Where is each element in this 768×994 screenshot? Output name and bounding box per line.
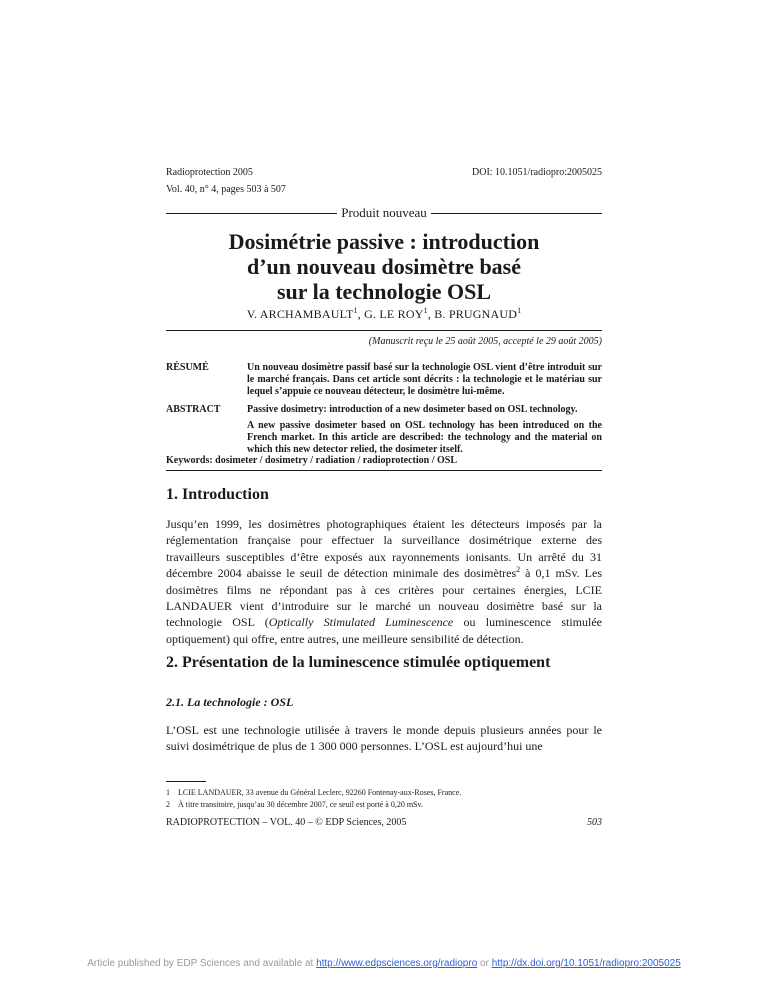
volume-pages: Vol. 40, n° 4, pages 503 à 507 bbox=[166, 184, 286, 195]
author-2: , G. LE ROY bbox=[357, 307, 424, 321]
section-rule-right bbox=[431, 213, 602, 214]
footnote-rule bbox=[166, 781, 206, 782]
doi-label: DOI: 10.1051/radiopro:2005025 bbox=[472, 167, 602, 178]
article-title bbox=[166, 229, 602, 304]
footnote-2-number: 2 bbox=[166, 800, 170, 809]
author-list bbox=[166, 304, 602, 321]
section-heading-presentation: 2. Présentation de la luminescence stimulée optiquement bbox=[166, 654, 551, 671]
page-number: 503 bbox=[587, 817, 602, 828]
author-1: V. ARCHAMBAULT bbox=[246, 307, 354, 321]
footnote-ref-2: 2 bbox=[516, 565, 521, 575]
journal-name: Radioprotection 2005 bbox=[166, 167, 253, 178]
author-2-affiliation: 1 bbox=[423, 306, 428, 315]
resume-label: RÉSUMÉ bbox=[166, 362, 209, 373]
publisher-prefix: Article published by EDP Sciences and available at bbox=[87, 958, 317, 969]
footnote-2-text: À titre transitoire, jusqu’au 30 décembre 2007, ce seuil est porté à 0,20 mSv. bbox=[178, 800, 423, 809]
page-footer: RADIOPROTECTION – VOL. 40 – © EDP Sciences, 2005 bbox=[166, 817, 407, 828]
author-1-affiliation: 1 bbox=[353, 306, 358, 315]
title-line-3: sur la technologie OSL bbox=[276, 279, 492, 304]
title-line-1: Dosimétrie passive : introduction bbox=[228, 229, 540, 254]
resume-text: Un nouveau dosimètre passif basé sur la technologie OSL vient d’être introduit sur le marché français. Dans cet article sont décrits : la technologie et le matériau sur lequel s’appuie ce nouveau détecteur, le dosimètre lui-même. bbox=[247, 362, 602, 397]
divider-top bbox=[166, 330, 602, 331]
author-3-affiliation: 1 bbox=[517, 306, 522, 315]
section-rule-left bbox=[166, 213, 337, 214]
footnote-1-text: LCIE LANDAUER, 33 avenue du Général Leclerc, 92260 Fontenay-aux-Roses, France. bbox=[178, 788, 462, 797]
article-page bbox=[166, 0, 602, 994]
received-dates: (Manuscrit reçu le 25 août 2005, accepté le 29 août 2005) bbox=[368, 336, 602, 347]
keywords: Keywords: dosimeter / dosimetry / radiation / radioprotection / OSL bbox=[166, 455, 458, 466]
abstract-label: ABSTRACT bbox=[166, 404, 221, 415]
footnote-2 bbox=[166, 800, 602, 810]
abstract-text: A new passive dosimeter based on OSL technology has been introduced on the French market. In this article are described: the technology and the material on which this new detector relied, the dosimeter itself. bbox=[247, 420, 602, 455]
publisher-bar bbox=[0, 954, 768, 974]
intro-text-3: ou luminescence stimulée optiquement) qui offre, entre autres, une meilleure sensibilité de détection. bbox=[166, 615, 602, 646]
abstract-title: Passive dosimetry: introduction of a new dosimeter based on OSL technology. bbox=[247, 404, 578, 415]
edpsciences-link[interactable]: http://www.edpsciences.org/radiopro bbox=[316, 958, 478, 969]
author-3: , B. PRUGNAUD bbox=[427, 307, 518, 321]
introduction-paragraph bbox=[166, 516, 602, 647]
section-label-text: Produit nouveau bbox=[341, 205, 427, 220]
publisher-or: or bbox=[477, 958, 492, 969]
section-heading-introduction: 1. Introduction bbox=[166, 486, 269, 503]
subsection-heading-osl: 2.1. La technologie : OSL bbox=[166, 695, 294, 709]
divider-bottom bbox=[166, 470, 602, 471]
section-label bbox=[166, 206, 602, 220]
intro-text-2: à 0,1 mSv. Les dosimètres films ne répondant pas à ces critères pour certaines énergies, LCIE LANDAUER vient d’introduire sur le marché un nouveau dosimètre basé sur la technologie OSL ( bbox=[166, 566, 602, 630]
intro-italic-term: Optically Stimulated Luminescence bbox=[268, 615, 454, 630]
doi-link[interactable]: http://dx.doi.org/10.1051/radiopro:2005025 bbox=[491, 958, 681, 969]
osl-paragraph: L’OSL est une technologie utilisée à travers le monde depuis plusieurs années pour le suivi dosimétrique de plus de 1 300 000 personnes. L’OSL est aujourd’hui une bbox=[166, 723, 602, 754]
title-line-2: d’un nouveau dosimètre basé bbox=[246, 254, 522, 279]
footnote-1-number: 1 bbox=[166, 788, 170, 797]
footnote-1 bbox=[166, 788, 602, 798]
intro-text-1: Jusqu’en 1999, les dosimètres photographiques étaient les détecteurs imposés par la réglementation française pour effectuer la surveillance dosimétrique externe des travailleurs susceptibles d’être exposés aux rayonnements ionisants. Un arrêté du 31 décembre 2004 abaisse le seuil de détection minimale des dosimètres bbox=[166, 517, 602, 581]
